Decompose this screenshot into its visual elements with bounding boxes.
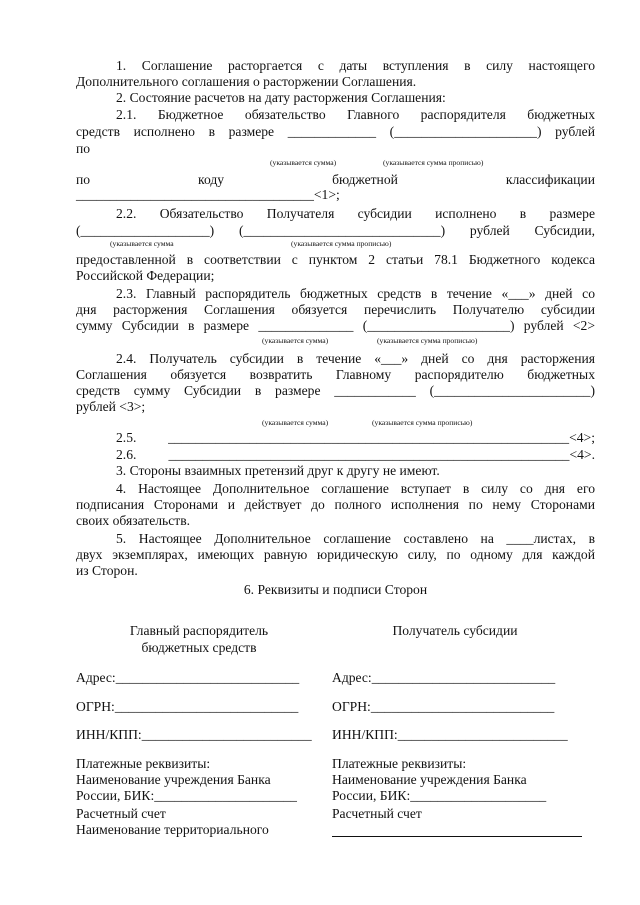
paragraph-2-4-line-1: 2.4. Получатель субсидии в течение «___» дней со дня расторжения [116,351,595,366]
right-pay-line-3: России, БИК:____________________ [332,788,547,803]
budget-code-word-3: бюджетной [332,172,398,187]
right-pay-line-2: Наименование учреждения Банка [332,772,527,787]
paragraph-4-line-3: своих обязательств. [76,513,191,528]
paragraph-3: 3. Стороны взаимных претензий друг к другу не имеют. [116,463,440,478]
right-address: Адрес:___________________________ [332,670,556,685]
left-party-title-line-1: Главный распорядитель [129,623,269,638]
hint-amount: (указывается сумма) [270,158,337,167]
left-pay-line-3: России, БИК:_____________________ [76,788,297,803]
hint-amount-words: (указывается сумма прописью) [383,158,484,167]
paragraph-2-3-line-1: 2.3. Главный распорядитель бюджетных средств в течение «___» дней со [116,286,595,301]
left-ogrn: ОГРН:___________________________ [76,699,299,714]
paragraph-2-4-line-2: Соглашения обязуется возвратить Главному распорядителю бюджетных [76,367,595,382]
paragraph-1-line-2: Дополнительного соглашения о расторжении Соглашения. [76,74,417,89]
hint-amount: (указывается сумма) [262,336,329,345]
paragraph-2-3-line-2: дня расторжения Соглашения обязуется перечислить Получателю субсидии [76,302,595,317]
paragraph-2-6: 2.6. ___________________________________________________________<4>. [116,447,595,462]
budget-code-word-1: по [76,172,91,187]
hint-amount: (указывается сумма [110,239,174,248]
budget-code-blank: ___________________________________<1>; [76,187,340,202]
paragraph-2: 2. Состояние расчетов на дату расторжения Соглашения: [116,90,446,105]
right-pay-line-1: Платежные реквизиты: [332,756,467,771]
right-inn: ИНН/КПП:_________________________ [332,727,568,742]
paragraph-2-2-line-1: 2.2. Обязательство Получателя субсидии исполнено в размере [116,206,595,221]
left-party-title-line-2: бюджетных средств [141,640,257,655]
left-pay-line-1: Платежные реквизиты: [76,756,211,771]
paragraph-2-4-line-4: рублей <3>; [76,399,146,414]
paragraph-5-line-1: 5. Настоящее Дополнительное соглашение составлено на ____листах, в [116,531,595,546]
hint-amount-words: (указывается сумма прописью) [377,336,478,345]
paragraph-2-3-line-3: сумму Субсидии в размере ______________ (_____________________) рублей <2> [76,318,595,333]
paragraph-2-1-line-2: средств исполнено в размере _____________ (_____________________) рублей [76,124,595,139]
right-pay-line-4: Расчетный счет [332,806,422,821]
right-ogrn: ОГРН:___________________________ [332,699,555,714]
paragraph-5-line-2: двух экземплярах, имеющих равную юридическую силу, по одному для каждой [76,547,595,562]
paragraph-2-2-line-2: (___________________) (_____________________________) рублей Субсидии, [76,223,595,238]
hint-amount-words: (указывается сумма прописью) [372,418,473,427]
left-address: Адрес:___________________________ [76,670,300,685]
budget-code-line [76,172,595,188]
paragraph-4-line-2: подписания Сторонами и действует до полного исполнения по нему Сторонами [76,497,595,512]
left-inn: ИНН/КПП:_________________________ [76,727,312,742]
paragraph-4-line-1: 4. Настоящее Дополнительное соглашение вступает в силу со дня его [116,481,595,496]
left-pay-line-5: Наименование территориального [76,822,269,837]
left-pay-line-2: Наименование учреждения Банка [76,772,271,787]
budget-code-word-2: коду [198,172,225,187]
right-party-title: Получатель субсидии [392,623,518,638]
left-pay-line-4: Расчетный счет [76,806,166,821]
paragraph-2-2-line-3: предоставленной в соответствии с пунктом 2 статьи 78.1 Бюджетного кодекса [76,252,595,267]
paragraph-2-1-line-1: 2.1. Бюджетное обязательство Главного распорядителя бюджетных [116,107,595,122]
paragraph-1-line-1: 1. Соглашение расторгается с даты вступления в силу настоящего [116,58,595,73]
right-signature-line [332,836,582,837]
paragraph-5-line-3: из Сторон. [76,563,138,578]
hint-amount: (указывается сумма) [262,418,329,427]
paragraph-2-4-line-3: средств сумму Субсидии в размере ____________ (_______________________) [76,383,595,398]
hint-amount-words: (указывается сумма прописью) [291,239,392,248]
paragraph-2-1-line-3: по [76,141,91,156]
paragraph-2-2-line-4: Российской Федерации; [76,268,215,283]
paragraph-2-5: 2.5. ___________________________________________________________<4>; [116,430,595,445]
section-6-heading: 6. Реквизиты и подписи Сторон [243,582,428,597]
budget-code-word-4: классификации [505,172,595,187]
